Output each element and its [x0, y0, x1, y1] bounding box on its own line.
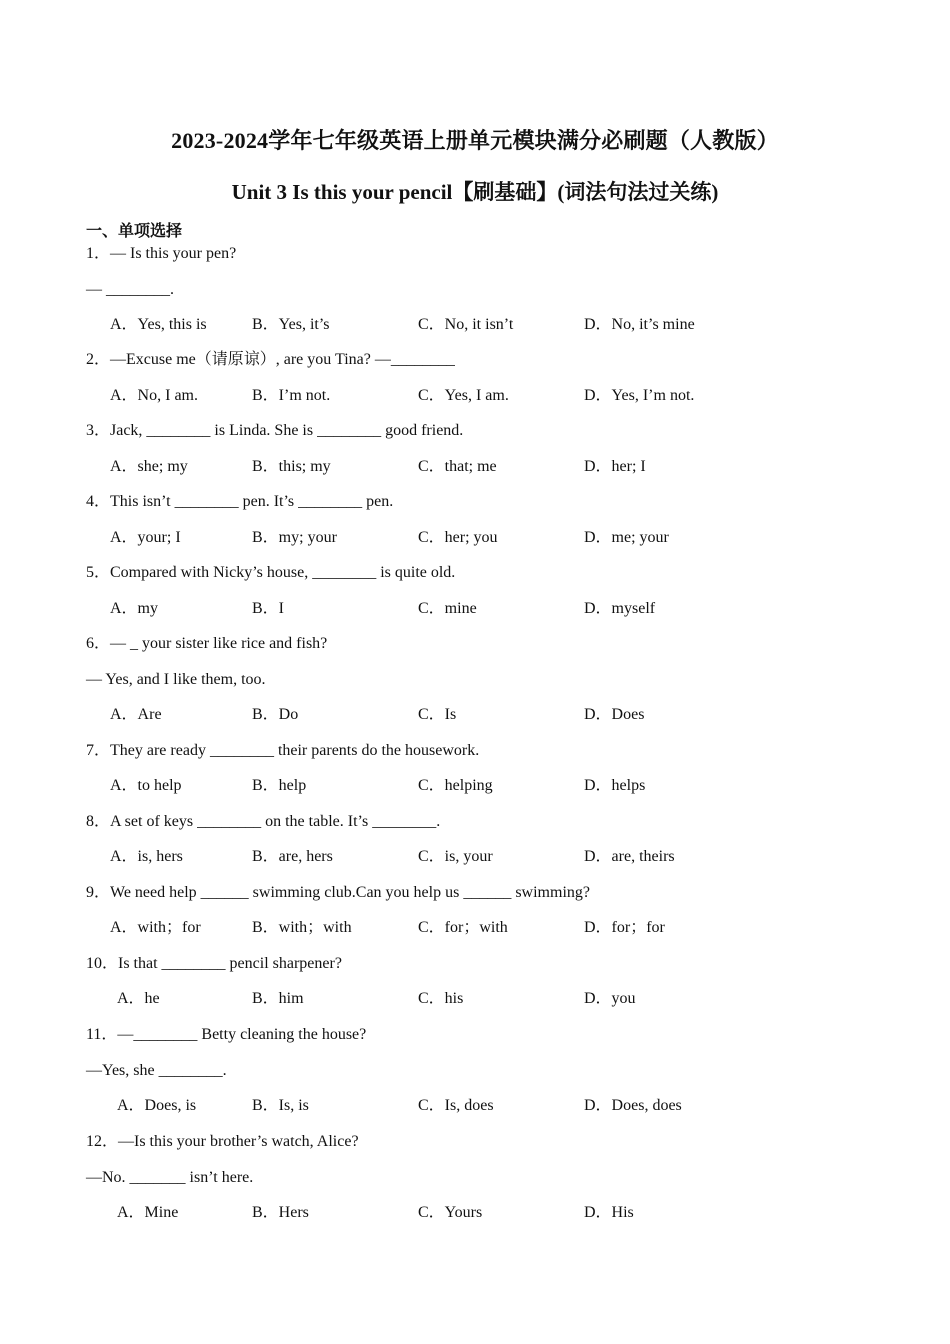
question-12-option-a: A．Mine [117, 1204, 179, 1221]
question-1-option-c: C．No, it isn’t [418, 316, 514, 333]
question-4-option-c: C．her; you [418, 529, 498, 546]
question-7-option-c: C．helping [418, 777, 493, 794]
page-title: 2023-2024学年七年级英语上册单元模块满分必刷题（人教版） [171, 128, 779, 153]
question-12-answer-line: —No. _______ isn’t here. [86, 1169, 254, 1186]
question-10-option-b: B．him [252, 990, 304, 1007]
question-7-option-a: A．to help [110, 777, 182, 794]
question-8-option-d: D．are, theirs [584, 848, 675, 865]
question-5-option-d: D．myself [584, 600, 656, 617]
question-10-option-a: A．he [117, 990, 160, 1007]
question-4-option-b: B．my; your [252, 529, 337, 546]
question-9-option-a: A．with；for [110, 919, 201, 936]
question-1-stem: 1．— Is this your pen? [86, 245, 237, 262]
question-6-option-a: A．Are [110, 706, 162, 723]
question-1-answer-line: — ________. [86, 281, 174, 298]
question-1-option-d: D．No, it’s mine [584, 316, 695, 333]
question-5-stem: 5．Compared with Nicky’s house, ________ is quite old. [86, 564, 456, 581]
question-8-option-a: A．is, hers [110, 848, 183, 865]
question-8-stem: 8．A set of keys ________ on the table. It’s ________. [86, 813, 441, 830]
question-11-option-d: D．Does, does [584, 1097, 682, 1114]
question-5-option-c: C．mine [418, 600, 477, 617]
question-8-option-c: C．is, your [418, 848, 493, 865]
question-5-option-a: A．my [110, 600, 159, 617]
question-3-option-a: A．she; my [110, 458, 188, 475]
question-10-option-d: D．you [584, 990, 636, 1007]
question-1-option-a: A．Yes, this is [110, 316, 207, 333]
question-11-option-a: A．Does, is [117, 1097, 197, 1114]
question-2-option-d: D．Yes, I’m not. [584, 387, 695, 404]
question-3-option-c: C．that; me [418, 458, 497, 475]
question-4-option-d: D．me; your [584, 529, 669, 546]
question-11-answer-line: —Yes, she ________. [86, 1062, 227, 1079]
question-12-stem: 12．—Is this your brother’s watch, Alice? [86, 1133, 359, 1150]
question-6-option-d: D．Does [584, 706, 645, 723]
question-11-stem: 11．—________ Betty cleaning the house? [86, 1026, 367, 1043]
question-12-option-b: B．Hers [252, 1204, 309, 1221]
question-6-option-c: C．Is [418, 706, 457, 723]
question-3-option-d: D．her; I [584, 458, 646, 475]
question-5-option-b: B．I [252, 600, 285, 617]
question-2-option-c: C．Yes, I am. [418, 387, 509, 404]
question-9-option-c: C．for；with [418, 919, 508, 936]
question-11-option-b: B．Is, is [252, 1097, 309, 1114]
question-8-option-b: B．are, hers [252, 848, 333, 865]
question-4-option-a: A．your; I [110, 529, 181, 546]
question-12-option-d: D．His [584, 1204, 634, 1221]
question-6-option-b: B．Do [252, 706, 299, 723]
section-heading: 一、单项选择 [86, 223, 183, 240]
question-1-option-b: B．Yes, it’s [252, 316, 330, 333]
question-6-stem: 6．— _ your sister like rice and fish? [86, 635, 328, 652]
question-7-option-b: B．help [252, 777, 307, 794]
question-9-option-d: D．for；for [584, 919, 665, 936]
question-2-stem: 2．—Excuse me（请原谅）, are you Tina? —________ [86, 351, 455, 368]
question-12-option-c: C．Yours [418, 1204, 483, 1221]
question-6-answer-line: — Yes, and I like them, too. [86, 671, 266, 688]
question-2-option-b: B．I’m not. [252, 387, 331, 404]
question-4-stem: 4．This isn’t ________ pen. It’s ________ pen. [86, 493, 394, 510]
question-3-stem: 3．Jack, ________ is Linda. She is ________ good friend. [86, 422, 464, 439]
question-7-option-d: D．helps [584, 777, 646, 794]
question-10-stem: 10．Is that ________ pencil sharpener? [86, 955, 342, 972]
question-9-option-b: B．with；with [252, 919, 352, 936]
question-7-stem: 7．They are ready ________ their parents do the housework. [86, 742, 480, 759]
page-subtitle: Unit 3 Is this your pencil【刷基础】(词法句法过关练) [231, 180, 719, 204]
question-10-option-c: C．his [418, 990, 464, 1007]
question-11-option-c: C．Is, does [418, 1097, 494, 1114]
question-3-option-b: B．this; my [252, 458, 331, 475]
question-2-option-a: A．No, I am. [110, 387, 198, 404]
question-9-stem: 9．We need help ______ swimming club.Can you help us ______ swimming? [86, 884, 590, 901]
